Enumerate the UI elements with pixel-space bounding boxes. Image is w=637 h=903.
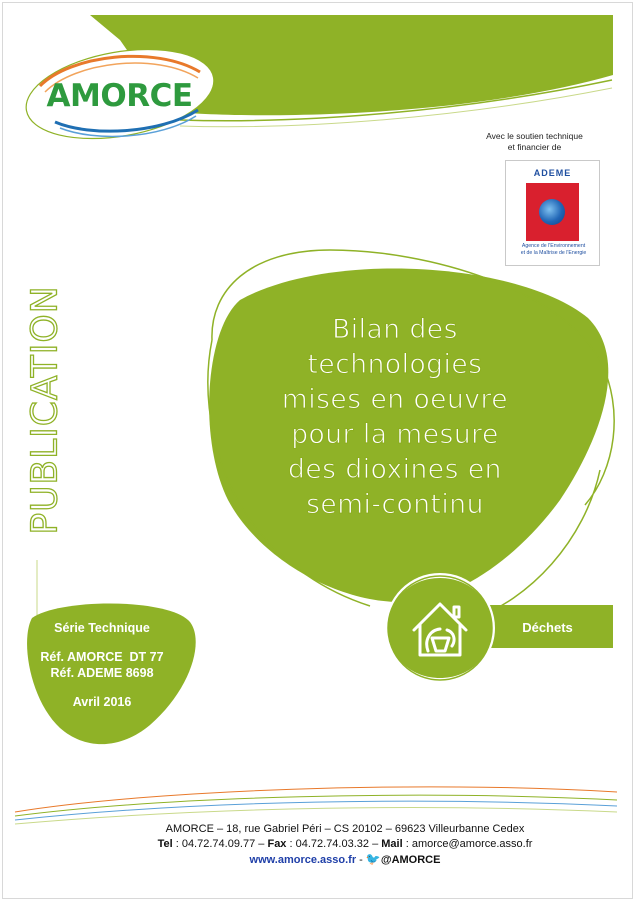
footer	[60, 822, 630, 868]
document-title	[255, 312, 535, 522]
ademe-caption	[508, 243, 599, 257]
category-label: Déchets	[522, 620, 573, 635]
footer-contacts	[60, 837, 630, 852]
twitter-handle[interactable]: @AMORCE	[380, 854, 441, 866]
ademe-red-square	[526, 183, 579, 241]
support-line-1: Avec le soutien technique	[486, 131, 583, 141]
footer-address: AMORCE – 18, rue Gabriel Péri – CS 20102 – 69623 Villeurbanne Cedex	[165, 823, 525, 835]
footer-swoosh-2	[15, 795, 617, 816]
amorce-logo: AMORCE	[46, 78, 193, 114]
globe-icon	[539, 199, 565, 225]
tel-value: : 04.72.74.09.77 –	[172, 838, 268, 850]
ademe-caption-line-2: et de la Maîtrise de l'Energie	[520, 250, 587, 256]
ref-ademe: Réf. ADEME 8698	[50, 666, 154, 680]
support-text	[462, 131, 607, 153]
title-line: pour la mesure	[291, 419, 499, 450]
fax-label: Fax	[267, 838, 287, 850]
tel-label: Tel	[157, 838, 173, 850]
website-link[interactable]: www.amorce.asso.fr	[249, 854, 357, 866]
ademe-caption-line-1: Agence de l'Environnement	[521, 243, 586, 249]
mail-value: : amorce@amorce.asso.fr	[402, 838, 533, 850]
title-line: semi-continu	[306, 489, 484, 520]
publication-label: PUBLICATION	[24, 285, 66, 535]
title-line: Bilan des	[332, 314, 458, 345]
series-label: Série Technique	[54, 621, 150, 635]
title-line: technologies	[307, 349, 483, 380]
title-line: des dioxines en	[288, 454, 502, 485]
footer-links	[60, 852, 630, 868]
footer-separator: -	[356, 854, 366, 866]
support-line-2: et financier de	[507, 142, 562, 152]
mail-label: Mail	[381, 838, 403, 850]
ademe-name: ADEME	[533, 168, 572, 178]
ref-amorce: Réf. AMORCE DT 77	[40, 650, 164, 664]
ademe-logo	[505, 160, 600, 266]
twitter-bird-icon: 🐦	[365, 852, 381, 866]
title-line: mises en oeuvre	[281, 384, 509, 415]
publication-date: Avril 2016	[72, 695, 132, 709]
fax-value: : 04.72.74.03.32 –	[286, 838, 382, 850]
